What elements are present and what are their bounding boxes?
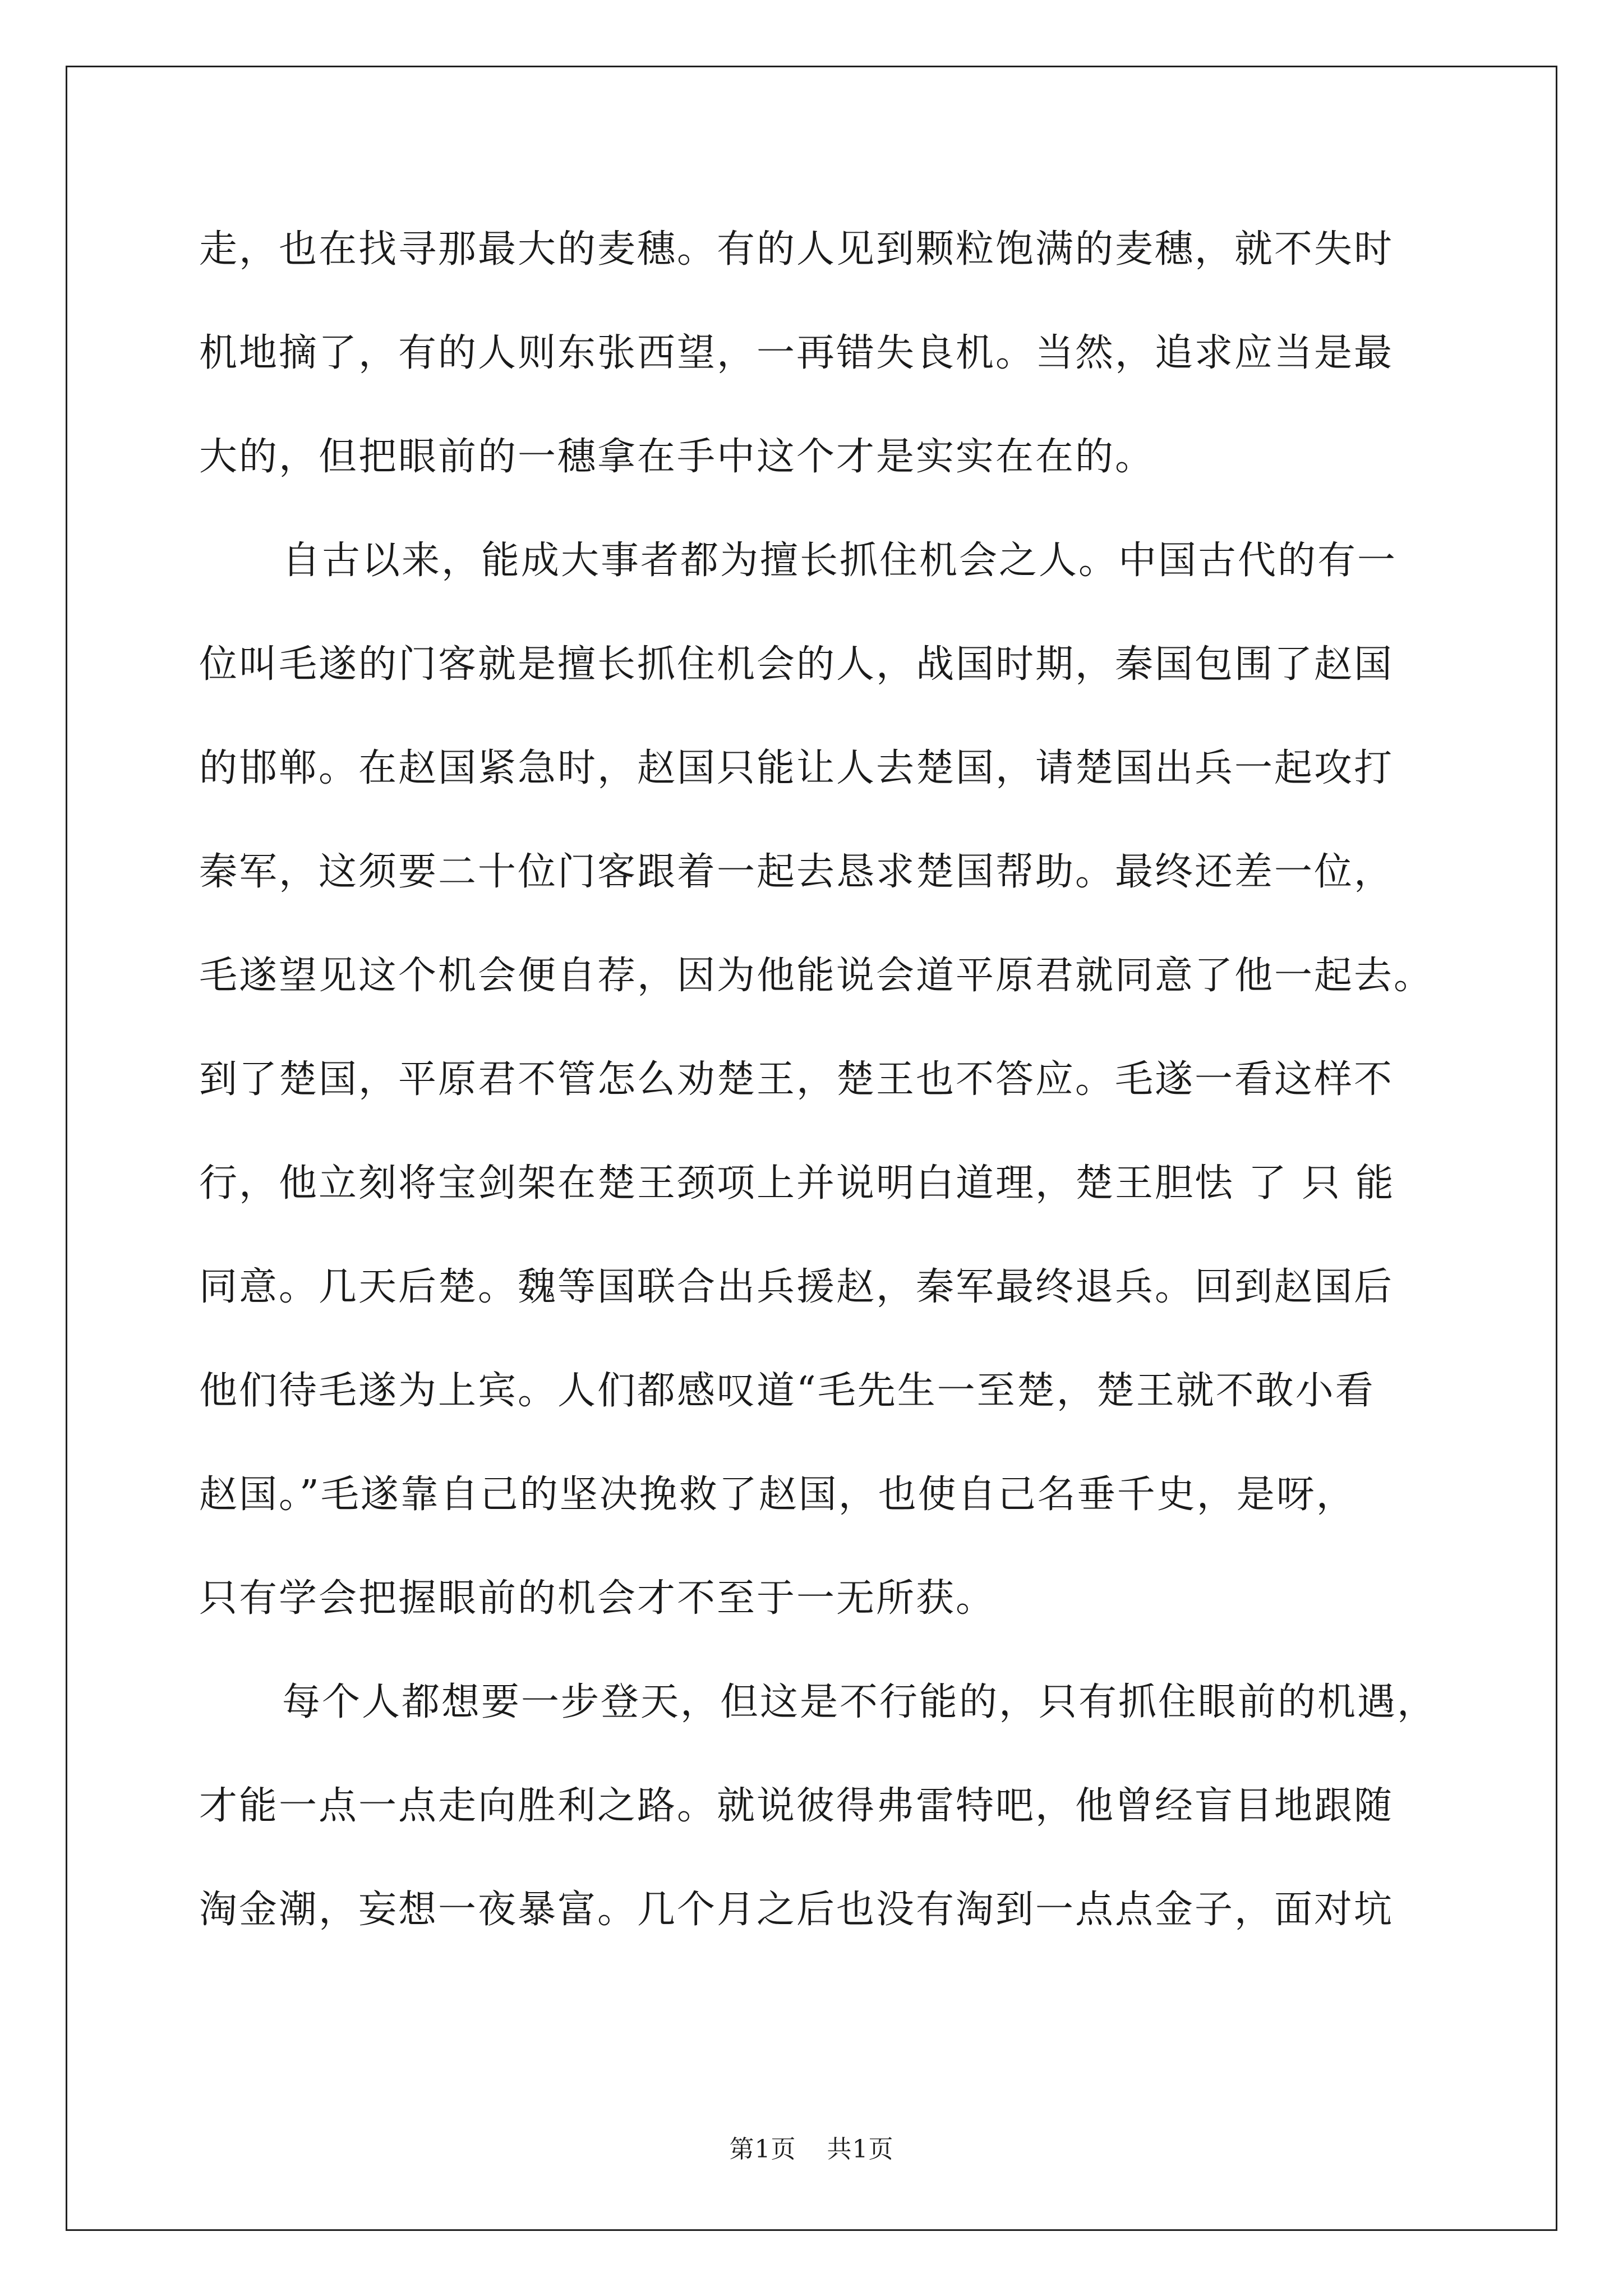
body-line: 行，他立刻将宝剑架在楚王颈项上并说明白道理，楚王胆怯 了 只 能: [199, 1161, 1395, 1205]
paragraph-first-line: 自古以来，能成大事者都为擅长抓住机会之人。中国古代的有一: [282, 539, 1398, 583]
page-number: 第1页: [729, 2135, 796, 2164]
page-footer: [0, 2129, 1623, 2165]
body-line: 同意。几天后楚。魏等国联合出兵援赵，秦军最终退兵。回到赵国后: [199, 1265, 1394, 1309]
document-body: [199, 213, 1438, 1977]
body-line: 到了楚国，平原君不管怎么劝楚王，楚王也不答应。毛遂一看这样不: [199, 1057, 1394, 1102]
body-line: 赵国。”毛遂靠自己的坚决挽救了赵国，也使自己名垂千史，是呀，: [199, 1473, 1356, 1517]
body-line: 毛遂望见这个机会便自荐，因为他能说会道平原君就同意了他一起去。: [199, 954, 1434, 998]
body-line: 只有学会把握眼前的机会才不至于一无所获。: [199, 1576, 996, 1621]
body-line: 秦军，这须要二十位门客跟着一起去恳求楚国帮助。最终还差一位，: [199, 850, 1394, 894]
body-line: 大的，但把眼前的一穗拿在手中这个才是实实在在的。: [199, 435, 1155, 479]
body-line: 走，也在找寻那最大的麦穗。有的人见到颗粒饱满的麦穗，就不失时: [199, 227, 1394, 272]
body-line: 位叫毛遂的门客就是擅长抓住机会的人，战国时期，秦国包围了赵国: [199, 642, 1394, 687]
body-line: 的邯郸。在赵国紧急时，赵国只能让人去楚国，请楚国出兵一起攻打: [199, 746, 1394, 790]
page-total: 共1页: [827, 2135, 894, 2164]
body-line: 才能一点一点走向胜利之路。就说彼得弗雷特吧，他曾经盲目地跟随: [199, 1784, 1394, 1828]
paragraph-first-line: 每个人都想要一步登天，但这是不行能的，只有抓住眼前的机遇，: [282, 1680, 1437, 1724]
body-line: 机地摘了，有的人则东张西望，一再错失良机。当然，追求应当是最: [199, 331, 1394, 375]
body-line: 他们待毛遂为上宾。人们都感叹道“毛先生一至楚，楚王就不敢小看: [199, 1369, 1375, 1413]
body-line: 淘金潮，妄想一夜暴富。几个月之后也没有淘到一点点金子，面对坑: [199, 1888, 1394, 1932]
